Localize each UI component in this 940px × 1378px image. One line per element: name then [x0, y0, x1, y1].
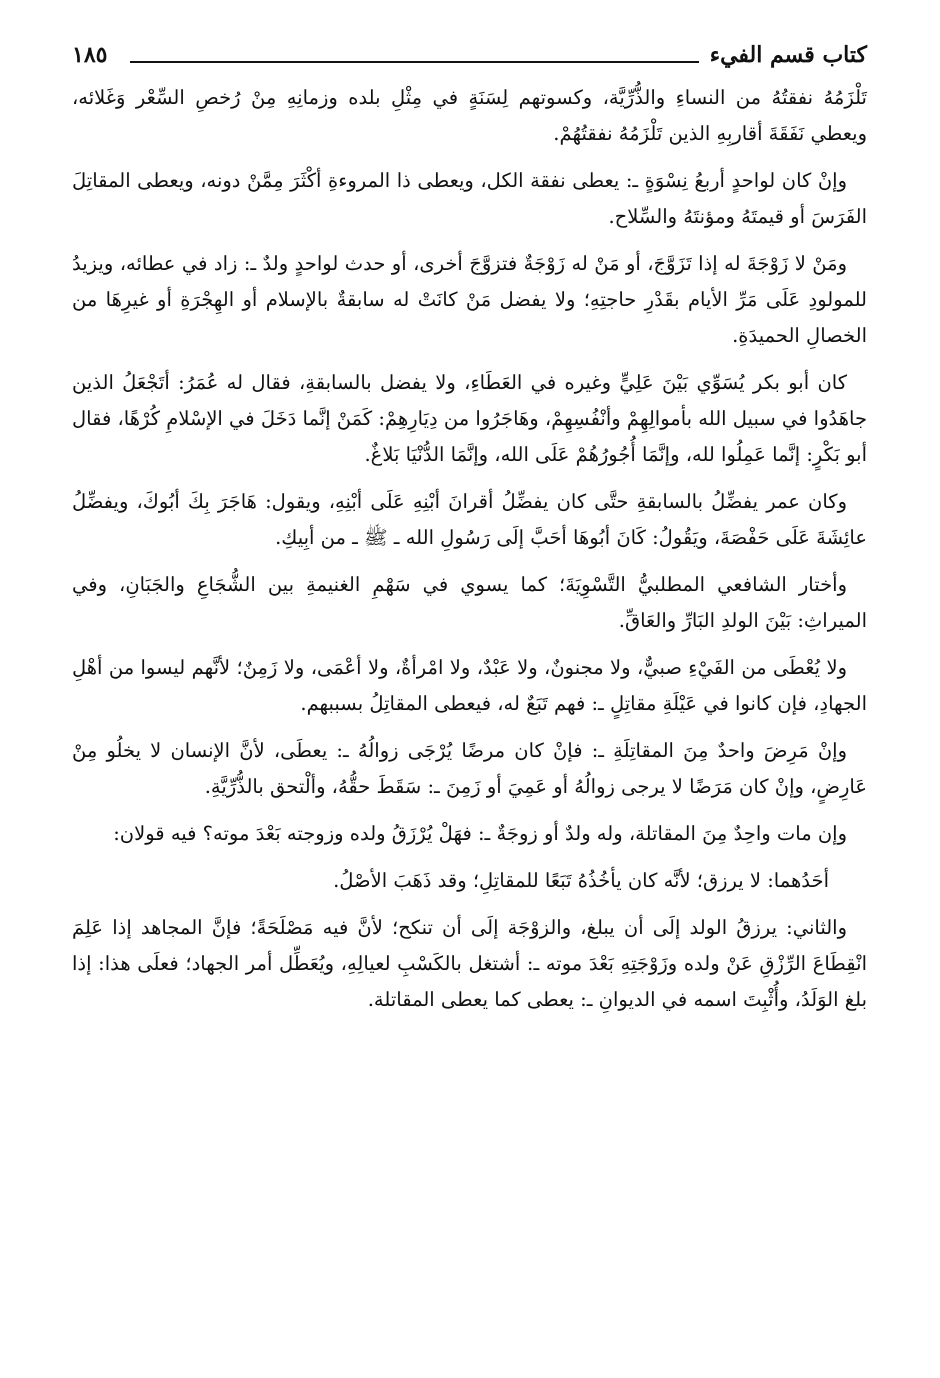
body-text	[72, 80, 867, 1018]
paragraph: والثاني: يرزقُ الولد إلَى أن يبلغ، والزوْجَة إلَى أن تنكح؛ لأنَّ فيه مَصْلَحَةً؛ فإنَّ المجاهد إذا عَلِمَ انْقِطَاعَ الرِّزْقِ عَنْ ولده وزَوْجَتِهِ بَعْدَ موته ـ: أشتغل بالكَسْبِ لعيالِهِ، ويُعَطِّل أمر الجهاد؛ فعلَى هذا: إذا بلغ الوَلَدُ، وأُثْبِتَ اسمه في الديوانِ ـ: يعطى كما يعطى المقاتلة.	[72, 916, 867, 1011]
paragraph: وإن مات واحِدٌ مِنَ المقاتلة، وله ولدٌ أو زوجَةٌ ـ: فهَلْ يُرْزَقُ ولده وزوجته بَعْدَ موته؟ فيه قولان:	[113, 822, 847, 845]
paragraph: أحَدُهما: لا يرزق؛ لأنَّه كان يأخُذُهُ تَبَعًا للمقاتِلِ؛ وقد ذَهَبَ الأصْلُ.	[333, 869, 829, 892]
header-rule	[130, 61, 699, 63]
book-title: كتاب قسم الفيء	[709, 42, 867, 68]
running-header	[72, 40, 867, 80]
book-page	[72, 40, 867, 1029]
paragraph: وإنْ كان لواحدٍ أربعُ نِسْوَةٍ ـ: يعطى نفقة الكل، ويعطى ذا المروءةِ أكْثَرَ مِمَّنْ دونه، ويعطى المقاتِلَ الفَرَسَ أو قيمتَهُ ومؤنتَهُ والسِّلاح.	[72, 169, 867, 228]
page-number: ١٨٥	[72, 42, 108, 68]
paragraph: ولا يُعْطَى من الفَيْءِ صبيٌّ، ولا مجنونٌ، ولا عَبْدٌ، ولا امْرأةٌ، ولا أعْمَى، ولا زَمِنٌ؛ لأنَّهم ليسوا من أهْلِ الجهادِ، فإن كانوا في عَيْلَةِ مقاتِلٍ ـ: فهم تَبَعٌ له، فيعطى المقاتِلُ بسببهم.	[72, 656, 867, 715]
paragraph: وكان عمر يفضِّلُ بالسابقةِ حتَّى كان يفضِّلُ أقرانَ أبْنِهِ عَلَى أبْنِهِ، ويقول: هَاجَرَ بِكَ أبُوكَ، ويفضِّلُ عائِشَةَ عَلَى حَفْصَةَ، ويَقُولُ: كَانَ أبُوهَا أحَبَّ إلَى رَسُولِ الله ـ ﷺ ـ من أبِيكِ.	[72, 490, 867, 549]
paragraph: تَلْزَمُهُ نفقتُهُ من النساءِ والذُّرِّيَّة، وكسوتهم لِسَنَةٍ في مِثْلِ بلده وزمانِهِ مِنْ رُخصِ السِّعْر وَغَلائه، ويعطي نَفَقَةَ أقاربِهِ الذين تَلْزَمُهُ نفقتُهُمْ.	[72, 86, 867, 145]
paragraph: وإنْ مَرِضَ واحدٌ مِنَ المقاتِلَةِ ـ: فإنْ كان مرضًا يُرْجَى زوالُهُ ـ: يعطَى، لأنَّ الإنسان لا يخلُو مِنْ عَارِضٍ، وإنْ كان مَرَضًا لا يرجى زوالُهُ أو عَمِيَ أو زَمِنَ ـ: سَقَطَ حقُّهُ، وألْتحق بالذُّرِّيَّةِ.	[72, 739, 867, 798]
paragraph: كان أبو بكر يُسَوِّي بَيْنَ عَلِيٍّ وغيره في العَطَاءِ، ولا يفضل بالسابقةِ، فقال له عُمَرُ: أتَجْعَلُ الذين جاهَدُوا في سبيل الله بأموالِهِمْ وأنْفُسِهِمْ، وهَاجَرُوا من دِيَارِهِمْ: كَمَنْ إنَّما دَخَلَ في الإسْلامِ كُرْهًا، فقال أبو بَكْرٍ: إنَّما عَمِلُوا لله، وإنَّمَا أُجُورُهُمْ عَلَى الله، وإنَّمَا الدُّنْيَا بَلاغٌ.	[72, 371, 867, 466]
paragraph: وأختار الشافعي المطلبيُّ التَّسْوِيَةَ؛ كما يسوي في سَهْمِ الغنيمةِ بين الشُّجَاعِ والجَبَانِ، وفي الميراثِ: بَيْنَ الولدِ البَارِّ والعَاقِّ.	[72, 573, 867, 632]
paragraph: ومَنْ لا زَوْجَةَ له إذا تَزَوَّجَ، أو مَنْ له زَوْجَةٌ فتزوَّجَ أخرى، أو حدث لواحدٍ ولدٌ ـ: زاد في عطائه، ويزيدُ للمولودِ عَلَى مَرِّ الأيام بقَدْرِ حاجتِهِ؛ ولا يفضل مَنْ كانَتْ له سابقةٌ بالإسلام أو الهِجْرَةِ أو غيرِهَا من الخصالِ الحميدَةِ.	[72, 252, 867, 347]
